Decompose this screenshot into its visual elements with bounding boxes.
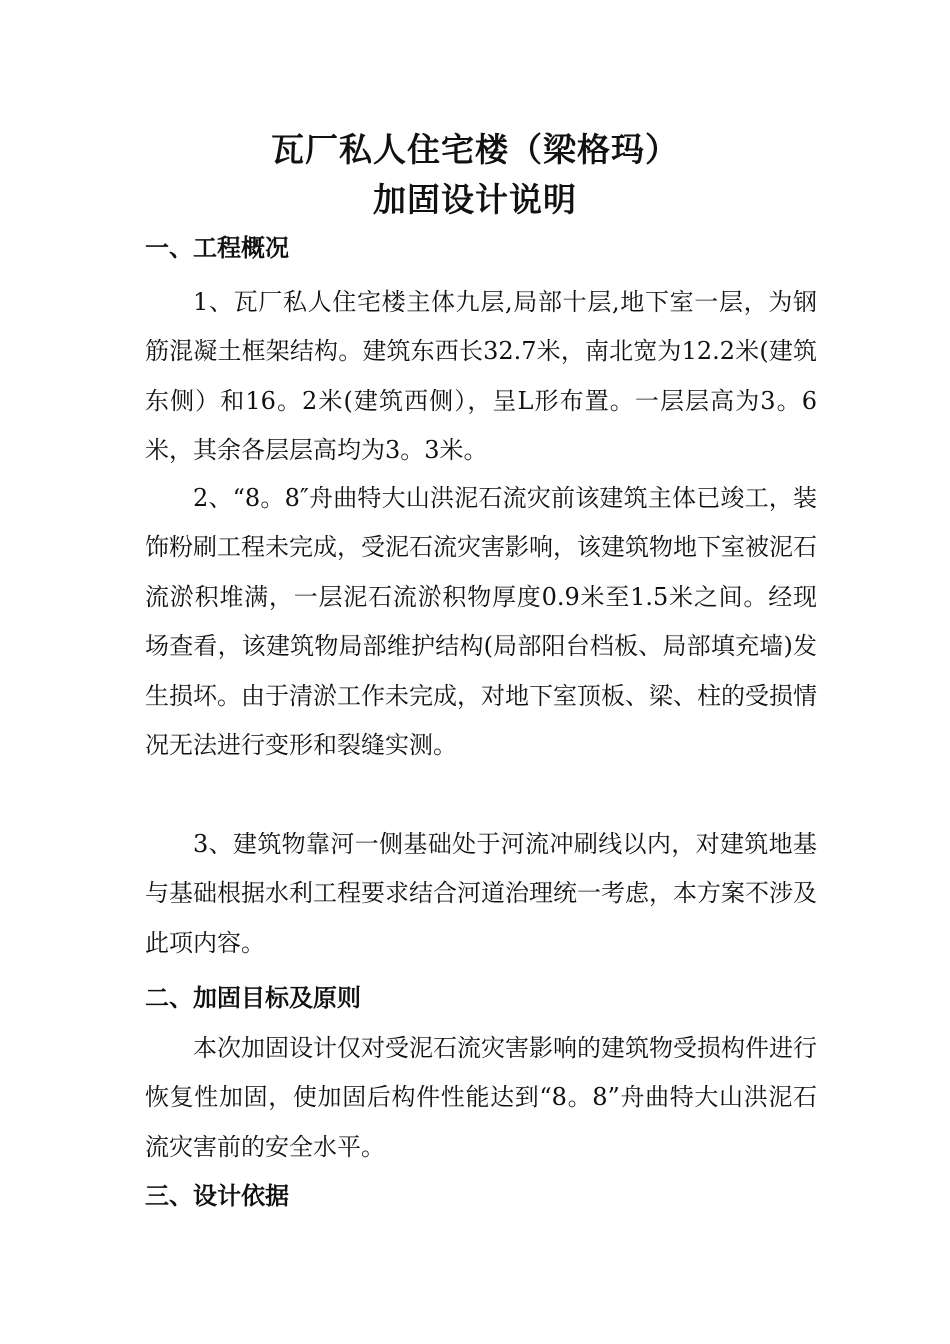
section-heading-overview: 一、工程概况 [145,234,289,262]
paragraph-goals-1: 本次加固设计仅对受泥石流灾害影响的建筑物受损构件进行恢复性加固，使加固后构件性能达到“8。8”舟曲特大山洪泥石流灾害前的安全水平。 [145,1034,817,1161]
paragraph-overview-2: 2、“8。8″舟曲特大山洪泥石流灾前该建筑主体已竣工，装饰粉刷工程未完成，受泥石流灾害影响，该建筑物地下室被泥石流淤积堆满，一层泥石流淤积物厚度0.9米至1.5米之间。经现场查看，该建筑物局部维护结构(局部阳台档板、局部填充墙)发生损坏。由于清淤工作未完成，对地下室顶板、梁、柱的受损情况无法进行变形和裂缝实测。 [145,484,817,760]
paragraph-overview-3: 3、建筑物靠河一侧基础处于河流冲刷线以内，对建筑地基与基础根据水利工程要求结合河道治理统一考虑，本方案不涉及此项内容。 [145,830,817,957]
section-heading-goals: 二、加固目标及原则 [145,984,361,1012]
document-subtitle: 加固设计说明 [373,180,577,219]
paragraph-overview-1: 1、瓦厂私人住宅楼主体九层,局部十层,地下室一层，为钢筋混凝土框架结构。建筑东西长32.7米，南北宽为12.2米(建筑东侧）和16。2米(建筑西侧），呈L形布置。一层层高为3。6米，其余各层层高均为3。3米。 [145,288,817,465]
document-title: 瓦厂私人住宅楼（梁格玛） [271,130,679,169]
section-heading-basis: 三、设计依据 [145,1182,289,1210]
